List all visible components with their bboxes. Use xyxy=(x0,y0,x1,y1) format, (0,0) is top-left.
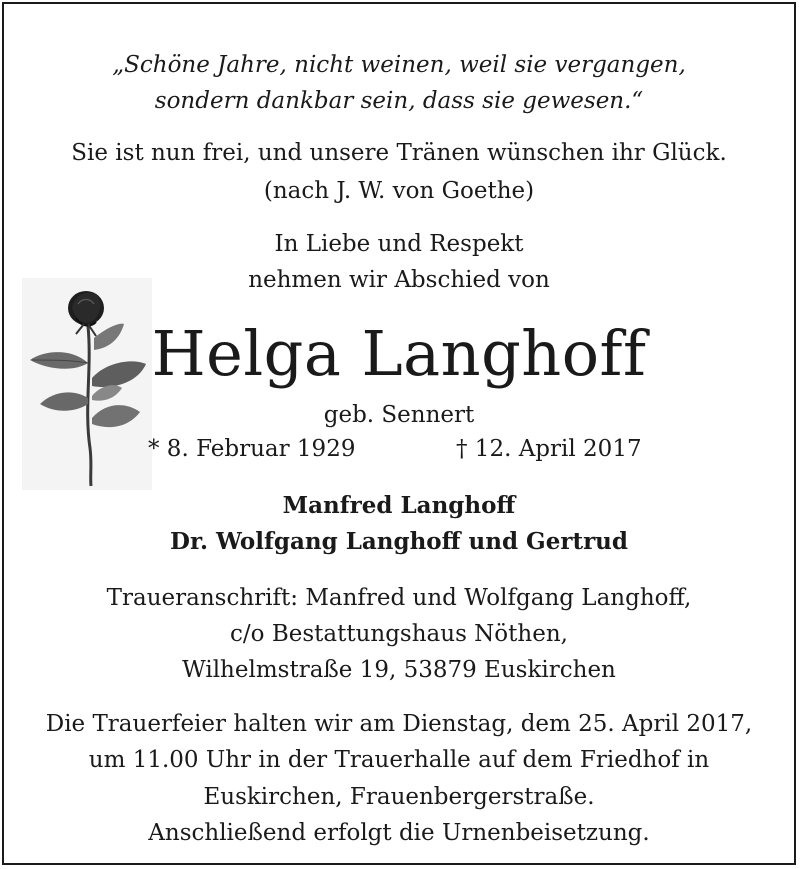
ceremony-line-3: Euskirchen, Frauenbergerstraße. xyxy=(203,784,595,810)
deceased-name: Helga Langhoff xyxy=(151,317,647,390)
quote-line-2: sondern dankbar sein, dass sie gewesen.“ xyxy=(154,88,644,114)
intro-line-2: nehmen wir Abschied von xyxy=(248,267,550,293)
maiden-name: geb. Sennert xyxy=(323,402,475,428)
goethe-attribution: (nach J. W. von Goethe) xyxy=(263,178,535,204)
obituary-notice xyxy=(2,2,796,865)
ceremony-line-4: Anschließend erfolgt die Urnenbeisetzung. xyxy=(148,820,650,846)
mourner-1: Manfred Langhoff xyxy=(282,492,516,519)
death-date: † 12. April 2017 xyxy=(456,436,642,462)
ceremony-line-2: um 11.00 Uhr in der Trauerhalle auf dem Friedhof in xyxy=(88,747,710,773)
address-line-1: Traueranschrift: Manfred und Wolfgang Langhoff, xyxy=(106,585,692,611)
mourner-2: Dr. Wolfgang Langhoff und Gertrud xyxy=(170,528,628,555)
verse-line: Sie ist nun frei, und unsere Tränen wünschen ihr Glück. xyxy=(71,140,727,166)
quote-line-1: „Schöne Jahre, nicht weinen, weil sie vergangen, xyxy=(112,52,686,78)
intro-line-1: In Liebe und Respekt xyxy=(274,231,524,257)
ceremony-line-1: Die Trauerfeier halten wir am Dienstag, dem 25. April 2017, xyxy=(45,711,753,737)
birth-date: * 8. Februar 1929 xyxy=(148,436,356,462)
address-line-2: c/o Bestattungshaus Nöthen, xyxy=(230,621,568,647)
address-line-3: Wilhelmstraße 19, 53879 Euskirchen xyxy=(182,657,616,683)
